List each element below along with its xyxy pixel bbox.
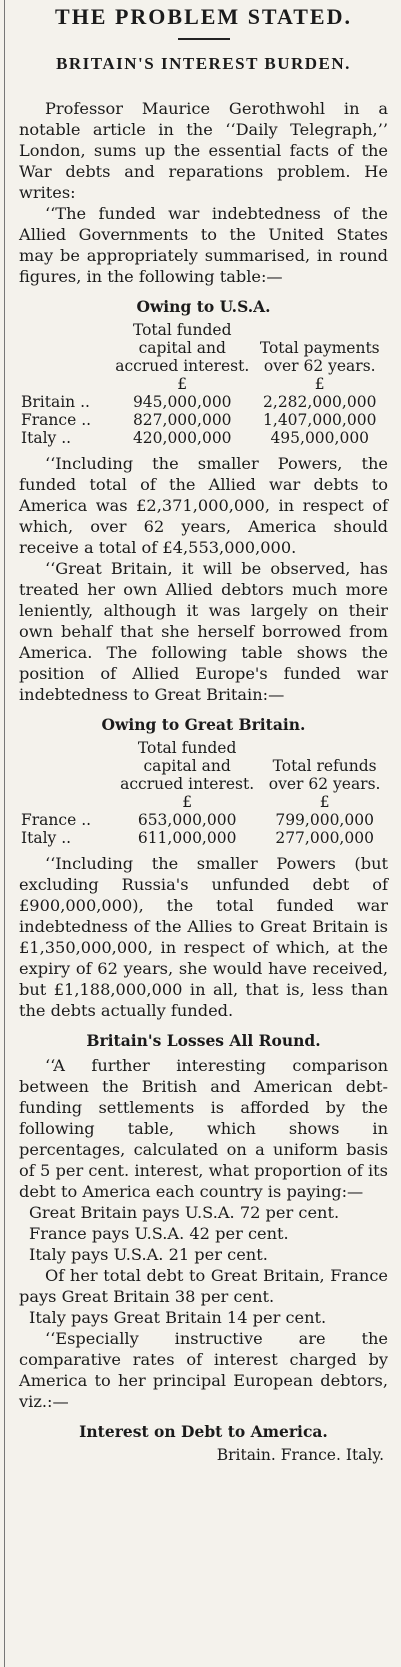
- table-usa-currency2: £: [314, 375, 325, 393]
- table-row: Italy .. 420,000,000 495,000,000: [21, 429, 370, 447]
- quote-paragraph-1: ‘‘The funded war indebtedness of the Allied Governments to the United States may be appropriately summarised, in round figures, in the following table:—: [19, 204, 388, 286]
- table-gb-currency2: £: [319, 793, 330, 811]
- interest-columns-header: Britain. France. Italy.: [216, 1446, 384, 1464]
- table-gb: [19, 739, 388, 847]
- table-gb-currency1: £: [182, 793, 193, 811]
- quote-paragraph-3: ‘‘Great Britain, it will be observed, has treated her own Allied debtors much more leniently, although it was largely on their own behalf that she herself borrowed from America. The following table shows the position of Allied Europe's funded war indebtedness to Great Britain:—: [19, 559, 388, 704]
- table-gb-col1-header: Total funded capital and accrued interest.: [120, 739, 255, 793]
- pays-line-2: France pays U.S.A. 42 per cent.: [29, 1224, 289, 1243]
- table-gb-title: Owing to Great Britain.: [101, 715, 306, 734]
- pays-line-1: Great Britain pays U.S.A. 72 per cent.: [29, 1203, 340, 1222]
- headline: THE PROBLEM STATED.: [55, 4, 352, 29]
- losses-title: Britain's Losses All Round.: [86, 1031, 321, 1050]
- table-usa-currency1: £: [177, 375, 188, 393]
- article-column: [4, 0, 398, 1667]
- intro-paragraph: Professor Maurice Gerothwohl in a notable article in the ‘‘Daily Telegraph,’’ London, sums up the essential facts of the War debts and reparations problem. He writes:: [19, 99, 388, 202]
- table-usa: [19, 321, 388, 447]
- table-row: Italy .. 611,000,000 277,000,000: [21, 829, 374, 847]
- subheadline: BRITAIN'S INTEREST BURDEN.: [56, 54, 351, 73]
- table-row: France .. 827,000,000 1,407,000,000: [21, 411, 377, 429]
- pays-line-3: Italy pays U.S.A. 21 per cent.: [29, 1245, 268, 1264]
- table-usa-col1-header: Total funded capital and accrued interest.: [115, 321, 250, 375]
- headline-rule: [178, 38, 230, 40]
- table-usa-title: Owing to U.S.A.: [136, 297, 271, 316]
- table-row: Britain .. 945,000,000 2,282,000,000: [21, 393, 377, 411]
- of-her-paragraph: Of her total debt to Great Britain, France pays Great Britain 38 per cent.: [19, 1266, 388, 1306]
- instructive-paragraph: ‘‘Especially instructive are the comparative rates of interest charged by America to her principal European debtors, viz.:—: [19, 1329, 388, 1411]
- quote-paragraph-2: ‘‘Including the smaller Powers, the funded total of the Allied war debts to America was £2,371,000,000, in respect of which, over 62 years, America should receive a total of £4,553,000,000.: [19, 454, 388, 557]
- italy-gb-line: Italy pays Great Britain 14 per cent.: [29, 1308, 327, 1327]
- quote-paragraph-4: ‘‘Including the smaller Powers (but excluding Russia's unfunded debt of £900,000,000), the total funded war indebtedness of the Allies to Great Britain is £1,350,000,000, in respect of which, at the expiry of 62 years, she would have received, but £1,188,000,000 in all, that is, less than the debts actually funded.: [19, 854, 388, 1020]
- table-gb-col2-header: Total refunds over 62 years.: [268, 757, 381, 793]
- interest-title: Interest on Debt to America.: [79, 1422, 328, 1441]
- losses-paragraph: ‘‘A further interesting comparison between the British and American debt-funding settlements is afforded by the following table, which shows in percentages, calculated on a uniform basis of 5 per cent. interest, what proportion of its debt to America each country is paying:—: [19, 1056, 388, 1201]
- table-usa-col2-header: Total payments over 62 years.: [259, 339, 380, 375]
- table-row: France .. 653,000,000 799,000,000: [21, 811, 374, 829]
